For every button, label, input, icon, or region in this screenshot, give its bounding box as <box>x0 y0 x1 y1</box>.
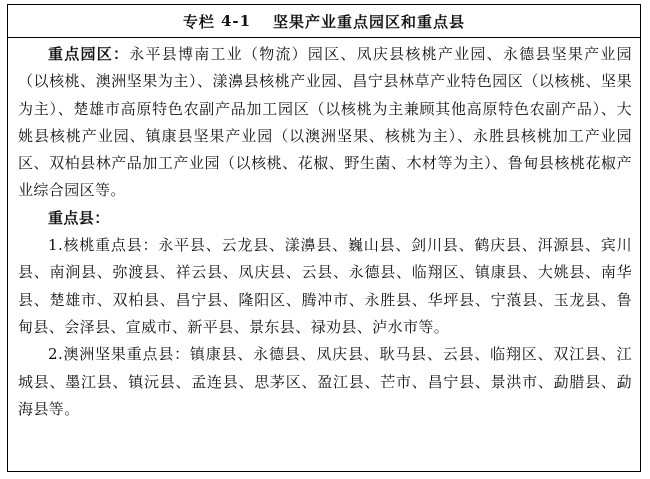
column-label: 专栏 <box>182 12 215 31</box>
parks-heading: 重点园区： <box>48 45 130 63</box>
macadamia-counties-paragraph: 2.澳洲坚果重点县：镇康县、永德县、凤庆县、耿马县、云县、临翔区、双江县、江城县、墨江县、镇沅县、孟连县、思茅区、盈江县、芒市、昌宁县、景洪市、勐腊县、勐海县等。 <box>18 345 632 418</box>
column-number: 4-1 <box>220 12 252 30</box>
walnut-counties-paragraph: 1.核桃重点县：永平县、云龙县、漾濞县、巍山县、剑川县、鹤庆县、洱源县、宾川县、南涧县、弥渡县、祥云县、凤庆县、云县、永德县、临翔区、镇康县、大姚县、南华县、楚雄市、双柏县、昌宁县、隆阳区、腾冲市、永胜县、华坪县、宁蒗县、玉龙县、鲁甸县、会泽县、宣威市、新平县、景东县、禄劝县、泸水市等。 <box>18 236 632 336</box>
parks-paragraph <box>18 41 632 205</box>
counties-heading: 重点县： <box>48 208 110 227</box>
column-content <box>8 38 640 423</box>
column-box <box>7 4 641 472</box>
column-title <box>8 5 640 38</box>
parks-text: 永平县博南工业（物流）园区、凤庆县核桃产业园、永德县坚果产业园（以核桃、澳洲坚果为主）、漾濞县核桃产业园、昌宁县林草产业特色园区（以核桃、坚果为主）、楚雄市高原特色农副产品加工园区（以核桃为主兼顾其他高原特色农副产品）、大姚县核桃产业园、镇康县坚果产业园（以澳洲坚果、核桃为主）、永胜县核桃加工产业园区、双柏县林产品加工产业园（以核桃、花椒、野生菌、木材等为主）、鲁甸县核桃花椒产业综合园区等。 <box>18 45 632 200</box>
column-heading: 坚果产业重点园区和重点县 <box>273 12 466 31</box>
